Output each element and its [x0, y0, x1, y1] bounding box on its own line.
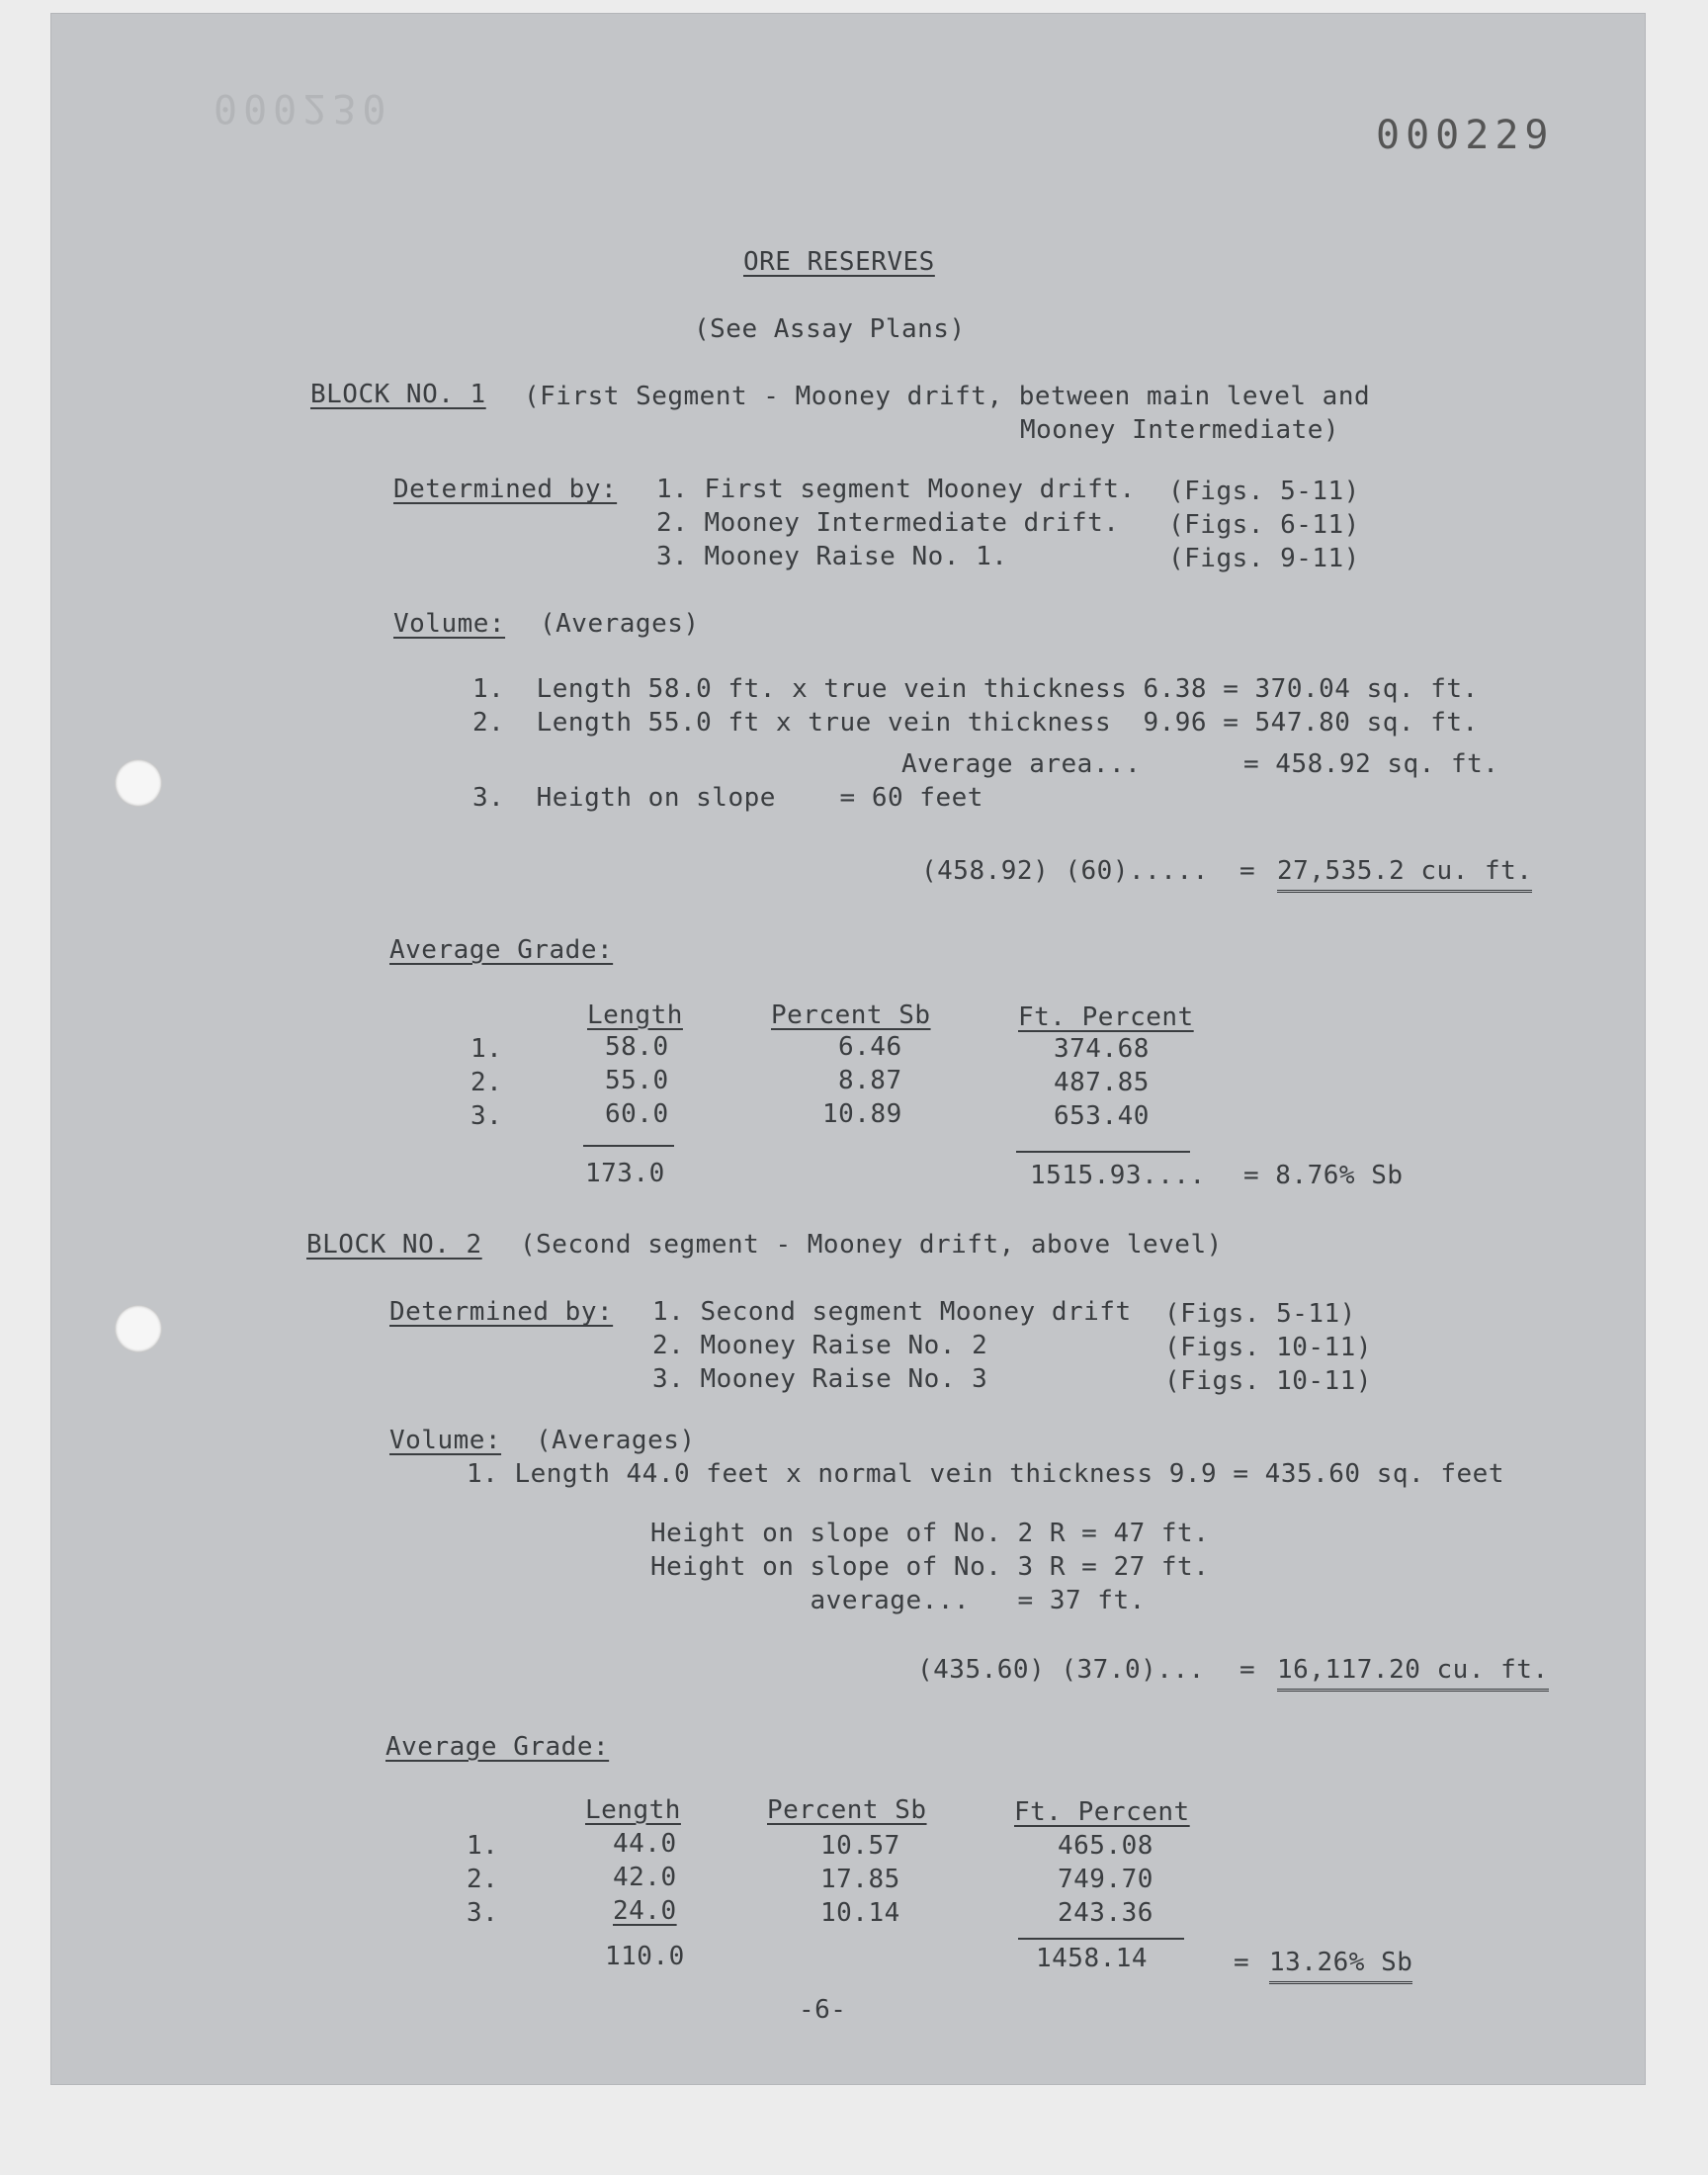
block1-determined-item: 3. Mooney Raise No. 1.	[656, 542, 1008, 571]
table-cell-length: 58.0	[605, 1032, 669, 1062]
bleed-through-number: 000230	[214, 85, 392, 130]
document-number-stamp: 000229	[1376, 113, 1555, 158]
block2-col-percent: Percent Sb	[767, 1795, 927, 1825]
block1-volume-result: 27,535.2 cu. ft.	[1277, 856, 1532, 893]
table-cell-ftpercent: 749.70	[1058, 1865, 1153, 1894]
block2-determined-figs: (Figs. 10-11)	[1164, 1333, 1372, 1362]
block1-determined-item: 1. First segment Mooney drift.	[656, 475, 1136, 504]
block1-grade-result: = 8.76% Sb	[1243, 1161, 1404, 1190]
block1-determined-figs: (Figs. 6-11)	[1168, 510, 1360, 540]
block2-determined-label: Determined by:	[389, 1297, 614, 1327]
table-cell-percent: 10.14	[820, 1898, 900, 1928]
block2-col-length: Length	[585, 1795, 681, 1825]
table-row-number: 2.	[467, 1865, 499, 1894]
block1-total-length: 173.0	[585, 1159, 665, 1188]
block2-volume-eq: =	[1239, 1655, 1256, 1685]
table-cell-ftpercent: 243.36	[1058, 1898, 1153, 1928]
table-cell-length: 44.0	[613, 1829, 677, 1859]
table-row-number: 1.	[470, 1034, 503, 1064]
block2-volume-note: (Averages)	[536, 1426, 696, 1455]
block1-determined-figs: (Figs. 5-11)	[1168, 477, 1360, 506]
table-cell-ftpercent: 487.85	[1054, 1068, 1150, 1097]
block1-volume-line: 2. Length 55.0 ft x true vein thickness 9.96 = 547.80 sq. ft.	[472, 708, 1479, 738]
block2-determined-item: 2. Mooney Raise No. 2	[652, 1331, 988, 1360]
block1-col-ftpercent: Ft. Percent	[1018, 1002, 1194, 1032]
table-cell-percent: 10.57	[820, 1831, 900, 1861]
total-rule	[1016, 1151, 1190, 1153]
block2-description: (Second segment - Mooney drift, above level)	[520, 1230, 1223, 1260]
table-cell-percent: 17.85	[820, 1865, 900, 1894]
block1-determined-figs: (Figs. 9-11)	[1168, 544, 1360, 573]
block2-volume-label: Volume:	[389, 1426, 502, 1455]
block1-description-line2: Mooney Intermediate)	[1020, 415, 1340, 445]
block1-volume-line: 1. Length 58.0 ft. x true vein thickness 6.38 = 370.04 sq. ft.	[472, 674, 1479, 704]
table-cell-ftpercent: 374.68	[1054, 1034, 1150, 1064]
block1-average-area-label: Average area...	[901, 749, 1142, 779]
block1-col-percent: Percent Sb	[771, 1000, 931, 1030]
table-cell-length: 42.0	[613, 1863, 677, 1892]
block1-col-length: Length	[587, 1000, 683, 1030]
block2-volume-result: 16,117.20 cu. ft.	[1277, 1655, 1549, 1692]
block1-volume-label: Volume:	[393, 609, 506, 639]
table-cell-percent: 10.89	[822, 1099, 902, 1129]
block2-determined-figs: (Figs. 10-11)	[1164, 1366, 1372, 1396]
table-row-number: 2.	[470, 1068, 503, 1097]
table-cell-ftpercent: 465.08	[1058, 1831, 1153, 1861]
binder-hole-top	[115, 759, 162, 807]
table-cell-percent: 8.87	[838, 1066, 902, 1095]
block1-description-line1: (First Segment - Mooney drift, between main level and	[524, 382, 1371, 411]
block2-height-line: Height on slope of No. 2 R = 47 ft.	[650, 1519, 1210, 1548]
block1-volume-eq: =	[1239, 856, 1256, 886]
block2-col-ftpercent: Ft. Percent	[1014, 1797, 1190, 1827]
document-page	[51, 14, 1645, 2084]
block1-average-area-value: = 458.92 sq. ft.	[1243, 749, 1499, 779]
block1-determined-label: Determined by:	[393, 475, 618, 504]
block1-heading: BLOCK NO. 1	[310, 380, 486, 409]
block2-heading: BLOCK NO. 2	[306, 1230, 482, 1260]
block2-volume-line: 1. Length 44.0 feet x normal vein thickness 9.9 = 435.60 sq. feet	[467, 1459, 1504, 1489]
binder-hole-bottom	[115, 1305, 162, 1352]
block2-determined-figs: (Figs. 5-11)	[1164, 1299, 1356, 1329]
table-cell-percent: 6.46	[838, 1032, 902, 1062]
block2-determined-item: 1. Second segment Mooney drift	[652, 1297, 1132, 1327]
block2-determined-item: 3. Mooney Raise No. 3	[652, 1364, 988, 1394]
table-row-number: 1.	[467, 1831, 499, 1861]
page-subtitle: (See Assay Plans)	[694, 314, 966, 344]
block2-average-line: average... = 37 ft.	[650, 1586, 1146, 1615]
page-title: ORE RESERVES	[743, 247, 935, 277]
total-rule	[583, 1145, 674, 1147]
table-row-number: 3.	[467, 1898, 499, 1928]
block1-grade-label: Average Grade:	[389, 935, 614, 965]
block2-volume-calc: (435.60) (37.0)...	[917, 1655, 1205, 1685]
block2-grade-eq: =	[1234, 1948, 1250, 1977]
page-number: -6-	[799, 1995, 847, 2025]
block1-volume-calc: (458.92) (60).....	[921, 856, 1209, 886]
block1-total-ftpercent: 1515.93....	[1030, 1161, 1206, 1190]
block1-height-line: 3. Heigth on slope = 60 feet	[472, 783, 983, 813]
table-cell-ftpercent: 653.40	[1054, 1101, 1150, 1131]
total-rule	[1018, 1938, 1184, 1940]
block1-volume-note: (Averages)	[540, 609, 700, 639]
block2-total-length: 110.0	[605, 1942, 685, 1971]
block2-total-ftpercent: 1458.14	[1036, 1944, 1149, 1973]
table-cell-length: 55.0	[605, 1066, 669, 1095]
table-row-number: 3.	[470, 1101, 503, 1131]
block1-determined-item: 2. Mooney Intermediate drift.	[656, 508, 1120, 538]
table-cell-length: 60.0	[605, 1099, 669, 1129]
block2-height-line: Height on slope of No. 3 R = 27 ft.	[650, 1552, 1210, 1582]
block2-grade-label: Average Grade:	[385, 1732, 610, 1762]
block2-grade-result: 13.26% Sb	[1269, 1948, 1412, 1984]
table-cell-length: 24.0	[613, 1896, 677, 1926]
